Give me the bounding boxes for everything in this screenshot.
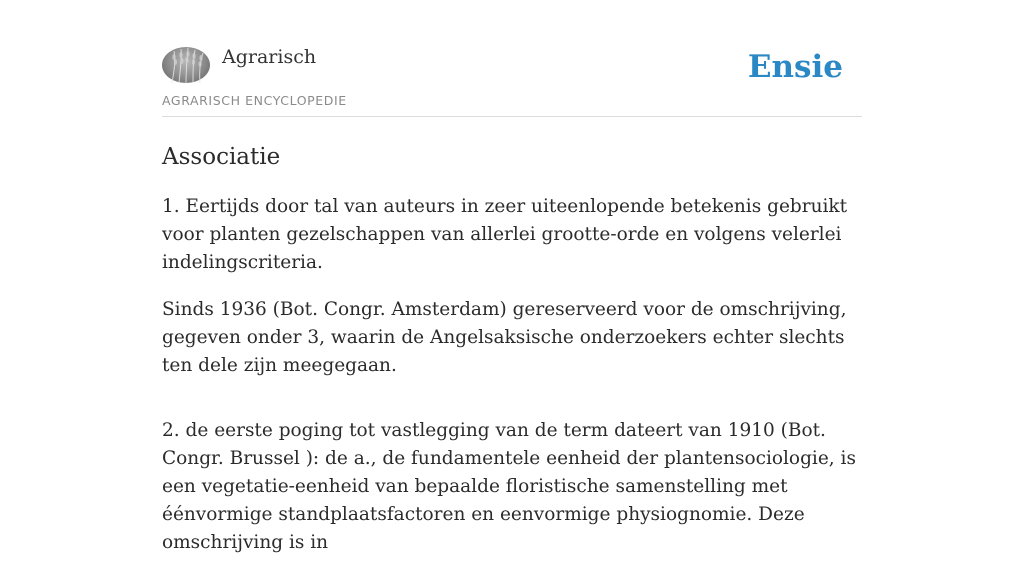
article-paragraph: 2. de eerste poging tot vastlegging van de term dateert van 1910 (Bot. Congr. Brussel ): de a., de fundamentele eenheid der plantensociologie, is een vegetatie-eenheid van bepaalde floristische samenstelling met éénvormige standplaatsfactoren en eenvormige physiognomie. Deze omschrijving is in xyxy=(162,420,856,553)
article-paragraph: Sinds 1936 (Bot. Congr. Amsterdam) gereserveerd voor de omschrijving, gegeven onder 3, waarin de Angelsaksische onderzoekers echter slechts ten dele zijn meegegaan. xyxy=(162,299,847,376)
article-title: Associatie xyxy=(162,144,281,170)
article-body xyxy=(162,193,862,557)
ensie-brand-link[interactable]: Ensie xyxy=(747,49,843,85)
wheat-ears-logo-icon[interactable] xyxy=(162,47,210,83)
site-header xyxy=(162,0,862,117)
site-subtitle: AGRARISCH ENCYCLOPEDIE xyxy=(162,93,347,108)
site-title[interactable]: Agrarisch xyxy=(222,46,317,68)
page-container xyxy=(162,0,862,576)
article-paragraph: 1. Eertijds door tal van auteurs in zeer uiteenlopende betekenis gebruikt voor planten gezelschappen van allerlei grootte-orde en volgens velerlei indelingscriteria. xyxy=(162,196,848,273)
